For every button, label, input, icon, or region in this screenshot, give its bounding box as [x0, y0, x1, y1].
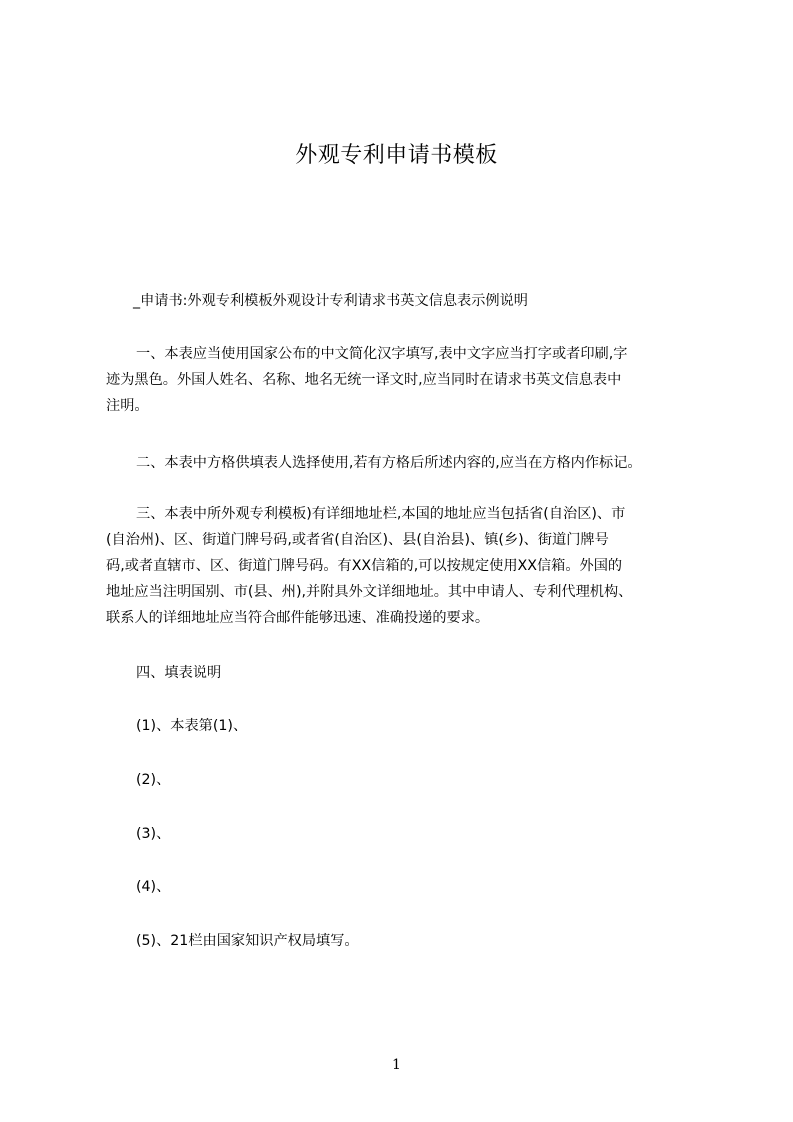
section-3-line: (自治州)、区、街道门牌号码,或者省(自治区)、县(自治县)、镇(乡)、街道门牌号	[106, 532, 609, 548]
page-number: 1	[392, 1057, 401, 1073]
list-item: (3)、	[136, 826, 171, 842]
section-1-line: 注明。	[106, 398, 149, 414]
section-1-line: 一、本表应当使用国家公布的中文简化汉字填写,表中文字应当打字或者印刷,字	[136, 346, 628, 362]
list-item: (5)、21栏由国家知识产权局填写。	[136, 933, 359, 949]
section-3-line: 三、本表中所外观专利模板)有详细地址栏,本国的地址应当包括省(自治区)、市	[136, 506, 626, 522]
list-item: (2)、	[136, 772, 171, 788]
section-4-heading: 四、填表说明	[136, 665, 222, 681]
section-3-line: 地址应当注明国别、市(县、州),并附具外文详细地址。其中申请人、专利代理机构、	[106, 584, 633, 600]
document-subtitle: _申请书:外观专利模板外观设计专利请求书英文信息表示例说明	[133, 293, 528, 309]
document-title: 外观专利申请书模板	[295, 143, 498, 168]
section-2-line: 二、本表中方格供填表人选择使用,若有方格后所述内容的,应当在方格内作标记。	[136, 455, 642, 471]
list-item: (4)、	[136, 879, 171, 895]
section-3-line: 码,或者直辖市、区、街道门牌号码。有XX信箱的,可以按规定使用XX信箱。外国的	[106, 558, 623, 574]
section-1-line: 迹为黑色。外国人姓名、名称、地名无统一译文时,应当同时在请求书英文信息表中	[106, 372, 622, 388]
list-item: (1)、本表第(1)、	[136, 718, 248, 734]
section-3-line: 联系人的详细地址应当符合邮件能够迅速、准确投递的要求。	[106, 610, 490, 626]
